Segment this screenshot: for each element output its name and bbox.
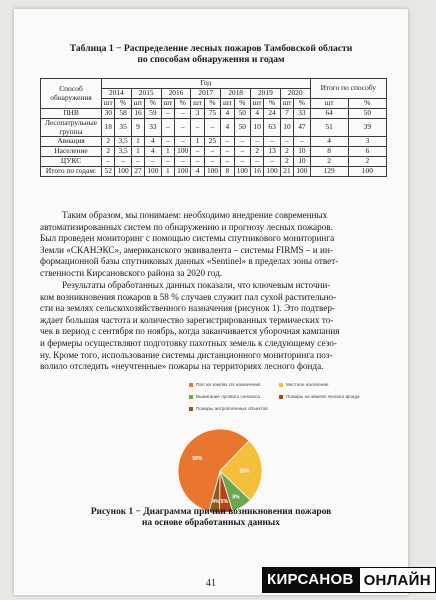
text-line: ственности Кирсановского района за 2020 год. [40,267,223,278]
header-total: Итого по способу [310,79,386,99]
table-cell: 50 [234,109,250,119]
text-line: и фермеры осуществляют подготовку пахотных земель к следующему сезо- [40,337,337,348]
document-page [14,9,408,595]
year-header: 2016 [161,89,191,99]
text-line: ждает большая частота и количество зарегистрированных термических то- [40,314,334,325]
table-cell: 1 [131,137,144,147]
row-label: Лесопатрульные группы [41,119,102,137]
text-line: сти на землях сельскохозяйственного назначения (рисунок 1). Это подтвер- [40,303,335,314]
row-label: Население [41,147,102,157]
table-cell: 4 [145,137,161,147]
table-cell: 59 [145,109,161,119]
table-cell: 2 [310,157,348,167]
page-number: 41 [206,578,216,589]
table-cell: – [161,137,174,147]
unit-header: шт [310,99,348,109]
header-year-group: Год [102,79,311,89]
legend-item [279,382,328,387]
table-cell: 2 [102,137,115,147]
paragraph-1 [40,210,387,280]
table-cell: – [161,119,174,137]
legend-item [279,394,360,399]
table-cell: 21 [280,167,293,177]
legend-label: Выжигание лугового сенокоса [196,394,260,399]
unit-header: % [115,99,131,109]
legend-swatch [279,395,283,399]
table-cell: – [294,137,310,147]
fires-table [40,78,387,177]
table-cell: 100 [234,167,250,177]
table-cell: 75 [204,109,220,119]
header-method: Способ обнаружения [41,79,102,109]
table-cell: – [264,137,280,147]
table-cell: 1 [131,147,144,157]
text-line: автоматизированных систем по обнаружению и прогнозу лесных пожаров. [40,221,333,232]
table-cell: 100 [348,167,386,177]
table-cell: – [175,119,191,137]
table-cell: 51 [310,119,348,137]
table-cell: 10 [280,119,293,137]
unit-header: % [294,99,310,109]
year-header: 2019 [250,89,280,99]
slice-label: 25% [239,468,250,475]
table-title-line-2: по способам обнаружения и годам [137,54,285,65]
table-cell: 10 [294,147,310,157]
legend-label: Пожары на землях лесного фонда [286,394,360,399]
table-cell: – [234,137,250,147]
text-line: чек в период с сентября по ноябрь, когда заканчивается уборочная кампания [40,326,340,337]
table-cell: 10 [294,157,310,167]
table-cell: 4 [221,109,234,119]
table-row [41,147,387,157]
table-cell: 64 [310,109,348,119]
table-cell: – [175,109,191,119]
table-cell: 50 [234,119,250,137]
legend-swatch [279,383,283,387]
legend-item [189,406,268,411]
table-cell: 18 [102,119,115,137]
table-row [41,119,387,137]
table-cell: – [102,157,115,167]
slice-label: 58% [192,456,203,463]
unit-header: шт [191,99,204,109]
slice-label: 8% [232,494,240,501]
table-cell: 33 [145,119,161,137]
watermark-logo [262,567,436,593]
unit-header: шт [250,99,263,109]
table-cell: 27 [131,167,144,177]
table-cell: 7 [280,109,293,119]
table-cell: 8 [221,167,234,177]
table-cell: 4 [145,147,161,157]
table-cell: – [204,157,220,167]
table-cell: 39 [348,119,386,137]
table-cell: 1 [191,137,204,147]
table-cell: – [115,157,131,167]
unit-header: % [145,99,161,109]
slice-label: 4% [212,498,220,505]
text-line: ну. Кроме того, использование системы дистанционного мониторинга поз- [40,349,333,360]
legend-label: Пал на землях с/х назначения [196,382,261,387]
table-cell: 52 [102,167,115,177]
table-cell: 6 [348,147,386,157]
text-line: Таким образом, мы понимаем: необходимо внедрение современных [62,210,328,220]
table-cell: 100 [204,167,220,177]
unit-header: % [234,99,250,109]
unit-header: шт [161,99,174,109]
table-cell: 100 [115,167,131,177]
table-row [41,109,387,119]
year-header: 2017 [191,89,221,99]
table-cell: – [191,119,204,137]
text-line: ком возникновения пожаров в 58 % случаев служит пал сухой растительно- [40,291,337,302]
table-cell: 4 [250,109,263,119]
table-cell: 100 [175,147,191,157]
table-cell: 63 [264,119,280,137]
table-cell: – [234,147,250,157]
text-line: формационной базы спутниковых данных «Sentinel» в пределах зоны ответ- [40,256,339,267]
table-cell: 16 [131,109,144,119]
watermark-part-2: ОНЛАЙН [359,567,436,593]
table-cell: 4 [221,119,234,137]
table-cell: 4 [191,167,204,177]
table-cell: – [191,157,204,167]
table-cell: 8 [310,147,348,157]
table-cell: – [204,119,220,137]
legend-label: Местное население [286,382,329,387]
table-cell: 2 [280,157,293,167]
table-cell: 25 [204,137,220,147]
table-cell: 100 [294,167,310,177]
table-cell: 1 [161,147,174,157]
legend-item [189,394,260,399]
table-cell: 100 [175,167,191,177]
table-row [41,157,387,167]
table-cell: 2 [348,157,386,167]
row-label: Авиация [41,137,102,147]
text-line: Результаты обработанных данных показали, что ключевым источни- [62,280,331,290]
table-cell: – [161,157,174,167]
row-label: ЦУКС [41,157,102,167]
year-header: 2015 [131,89,161,99]
table-cell: – [175,137,191,147]
row-label: Итого по годам: [41,167,102,177]
table-cell: – [204,147,220,157]
table-cell: 33 [294,109,310,119]
legend-swatch [189,383,193,387]
unit-header: % [264,99,280,109]
table-cell: 13 [264,147,280,157]
table-cell: 4 [310,137,348,147]
unit-header: шт [102,99,115,109]
watermark-part-1: КИРСАНОВ [262,567,359,593]
table-cell: – [221,147,234,157]
figure-caption-line-1: Рисунок 1 − Диаграмма причин возникновения пожаров [90,507,332,517]
table-cell: 100 [145,167,161,177]
legend-swatch [189,407,193,411]
legend-swatch [189,395,193,399]
table-cell: 3,5 [115,137,131,147]
unit-header: шт [280,99,293,109]
table-row [41,167,387,177]
text-line: Был проведен мониторинг с помощью системы спутникового мониторинга [40,233,335,244]
table-cell: 47 [294,119,310,137]
table-cell: – [234,157,250,167]
year-header: 2014 [102,89,132,99]
table-cell: – [250,137,263,147]
table-cell: 3 [348,137,386,147]
table-cell: 2 [250,147,263,157]
table-cell: – [250,157,263,167]
table-cell: – [221,137,234,147]
unit-header: шт [131,99,144,109]
table-cell: – [280,137,293,147]
table-cell: 2 [102,147,115,157]
legend-label: Пожары антропогенных объектов [196,406,268,411]
slice-label: 5% [220,498,229,505]
table-row [41,137,387,147]
unit-header: шт [221,99,234,109]
table-cell: 1 [161,167,174,177]
paragraph-2 [40,280,387,373]
table-cell: – [161,109,174,119]
table-cell: – [191,147,204,157]
table-cell: 30 [102,109,115,119]
table-cell: 24 [264,109,280,119]
unit-header: % [175,99,191,109]
table-cell: – [221,157,234,167]
row-label: ПНВ [41,109,102,119]
table-cell: – [145,157,161,167]
year-header: 2018 [221,89,251,99]
table-title-line-1: Таблица 1 − Распределение лесных пожаров Тамбовской области [69,43,353,54]
table-cell: 16 [250,167,263,177]
table-cell: 2 [280,147,293,157]
table-cell: 9 [131,119,144,137]
unit-header: % [204,99,220,109]
table-cell: 58 [115,109,131,119]
table-cell: 3 [191,109,204,119]
figure-caption-line-2: на основе обработанных данных [142,518,280,528]
table-cell: 10 [250,119,263,137]
text-line: волило отследить «неучтенные» пожары на территориях лесного фонда. [40,361,324,372]
table-cell: – [175,157,191,167]
legend-item [189,382,261,387]
table-cell: 3,5 [115,147,131,157]
table-cell: 100 [264,167,280,177]
year-header: 2020 [280,89,310,99]
text-line: Земли «СКАНЭКС», американского эквивалента – системы FIRMS – и ин- [40,244,333,255]
table-cell: 35 [115,119,131,137]
table-cell: 50 [348,109,386,119]
table-cell: 129 [310,167,348,177]
unit-header: % [348,99,386,109]
table-cell: – [131,157,144,167]
table-cell: – [264,157,280,167]
